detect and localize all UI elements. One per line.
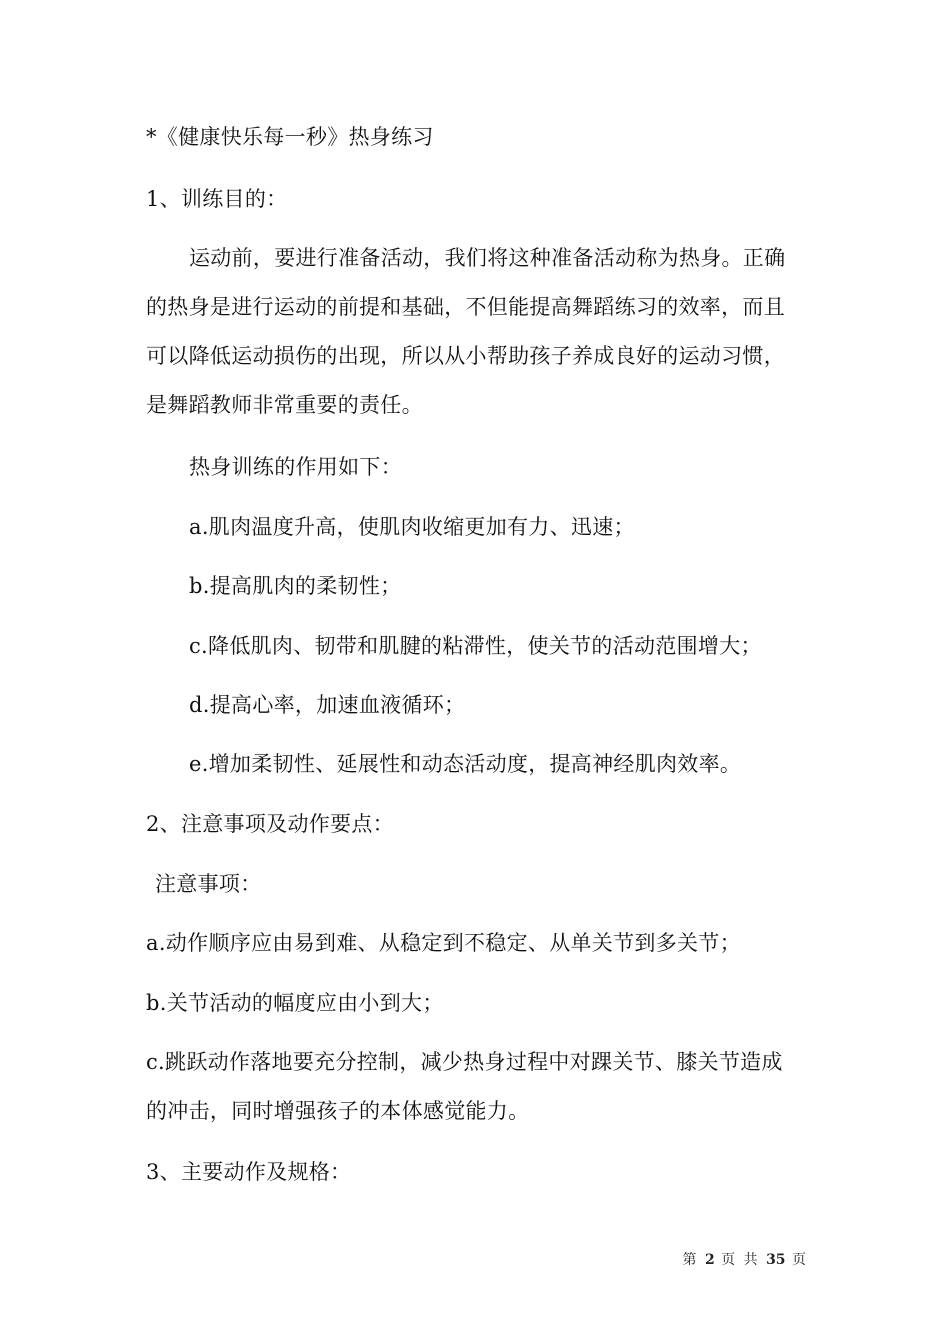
- effect-item: a.肌肉温度升高，使肌肉收缩更加有力、迅速；: [189, 515, 635, 539]
- section-3-heading: 3、主要动作及规格：: [146, 1160, 352, 1184]
- section-2-heading: 2、注意事项及动作要点：: [146, 812, 394, 836]
- page-footer: [640, 1248, 808, 1272]
- note-item: b.关节活动的幅度应由小到大；: [146, 991, 444, 1015]
- paragraph-line: 可以降低运动损伤的出现，所以从小帮助孩子养成良好的运动习惯，: [146, 344, 785, 368]
- note-item: c.跳跃动作落地要充分控制，减少热身过程中对踝关节、膝关节造成: [146, 1050, 783, 1074]
- total-page-count: 35: [766, 1252, 786, 1268]
- note-item: a.动作顺序应由易到难、从稳定到不稳定、从单关节到多关节；: [146, 931, 741, 955]
- document-title: *《健康快乐每一秒》热身练习: [146, 125, 434, 149]
- effect-item: b.提高肌肉的柔韧性；: [189, 574, 402, 598]
- effects-intro: 热身训练的作用如下：: [189, 455, 402, 479]
- paragraph-line: 的热身是进行运动的前提和基础，不但能提高舞蹈练习的效率，而且: [146, 295, 785, 319]
- footer-middle: 页 共: [721, 1252, 760, 1268]
- effect-item: e.增加柔韧性、延展性和动态活动度，提高神经肌肉效率。: [189, 752, 742, 776]
- notes-label: 注意事项：: [155, 872, 262, 896]
- note-item: 的冲击，同时增强孩子的本体感觉能力。: [146, 1099, 530, 1123]
- effect-item: d.提高心率，加速血液循环；: [189, 693, 466, 717]
- paragraph-line: 运动前，要进行准备活动，我们将这种准备活动称为热身。正确: [189, 246, 786, 270]
- footer-suffix: 页: [792, 1252, 808, 1268]
- footer-prefix: 第: [682, 1252, 699, 1268]
- effect-item: c.降低肌肉、韧带和肌腱的粘滞性，使关节的活动范围增大；: [189, 634, 762, 658]
- current-page-number: 2: [704, 1252, 715, 1268]
- paragraph-line: 是舞蹈教师非常重要的责任。: [146, 393, 423, 417]
- section-1-heading: 1、训练目的：: [146, 187, 288, 211]
